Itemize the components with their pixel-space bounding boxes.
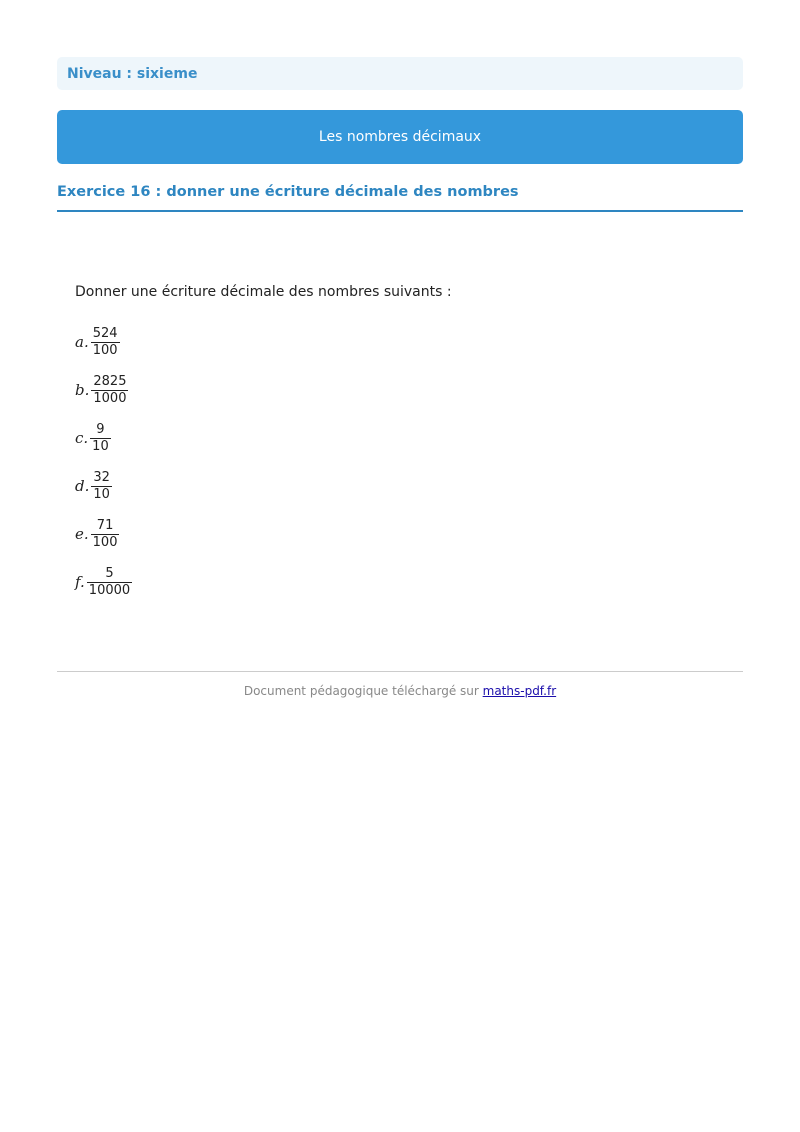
numerator: 32: [93, 469, 110, 485]
exercise-title: Exercice 16 : donner une écriture décimale des nombres: [57, 184, 743, 212]
footer-text: Document pédagogique téléchargé sur: [243, 684, 483, 698]
level-box: [57, 57, 743, 90]
item-letter: a.: [75, 333, 89, 351]
item-letter: c.: [75, 429, 89, 447]
numerator: 9: [96, 421, 105, 437]
fraction: [91, 375, 128, 406]
numerator: 2825: [93, 373, 127, 389]
exercise-item-a: [75, 318, 132, 366]
level-label: Niveau : sixieme: [67, 65, 198, 82]
numerator: 524: [92, 325, 118, 341]
numerator: 5: [105, 565, 114, 581]
fraction: [91, 327, 120, 358]
fraction: [87, 567, 132, 598]
fraction: [91, 471, 112, 502]
fraction: [91, 519, 120, 550]
exercise-item-c: [75, 414, 132, 462]
footer: [57, 684, 743, 698]
footer-link[interactable]: maths-pdf.fr: [482, 684, 557, 698]
item-letter: e.: [75, 525, 89, 543]
item-letter: b.: [75, 381, 90, 399]
denominator: 1000: [93, 390, 127, 406]
denominator: 10: [93, 486, 110, 502]
denominator: 100: [92, 534, 118, 550]
item-letter: d.: [75, 477, 90, 495]
fraction: [90, 423, 111, 454]
exercise-item-b: [75, 366, 132, 414]
exercise-item-e: [75, 510, 132, 558]
exercise-instruction: Donner une écriture décimale des nombres suivants :: [75, 284, 452, 300]
exercise-item-f: [75, 558, 132, 606]
topic-banner: [57, 110, 743, 164]
footer-divider: [57, 671, 743, 672]
denominator: 10: [92, 438, 109, 454]
denominator: 10000: [88, 582, 131, 598]
numerator: 71: [96, 517, 114, 533]
exercise-item-d: [75, 462, 132, 510]
item-letter: f.: [75, 573, 85, 591]
exercise-items: [75, 318, 132, 606]
denominator: 100: [92, 342, 118, 358]
topic-title: Les nombres décimaux: [318, 129, 482, 145]
